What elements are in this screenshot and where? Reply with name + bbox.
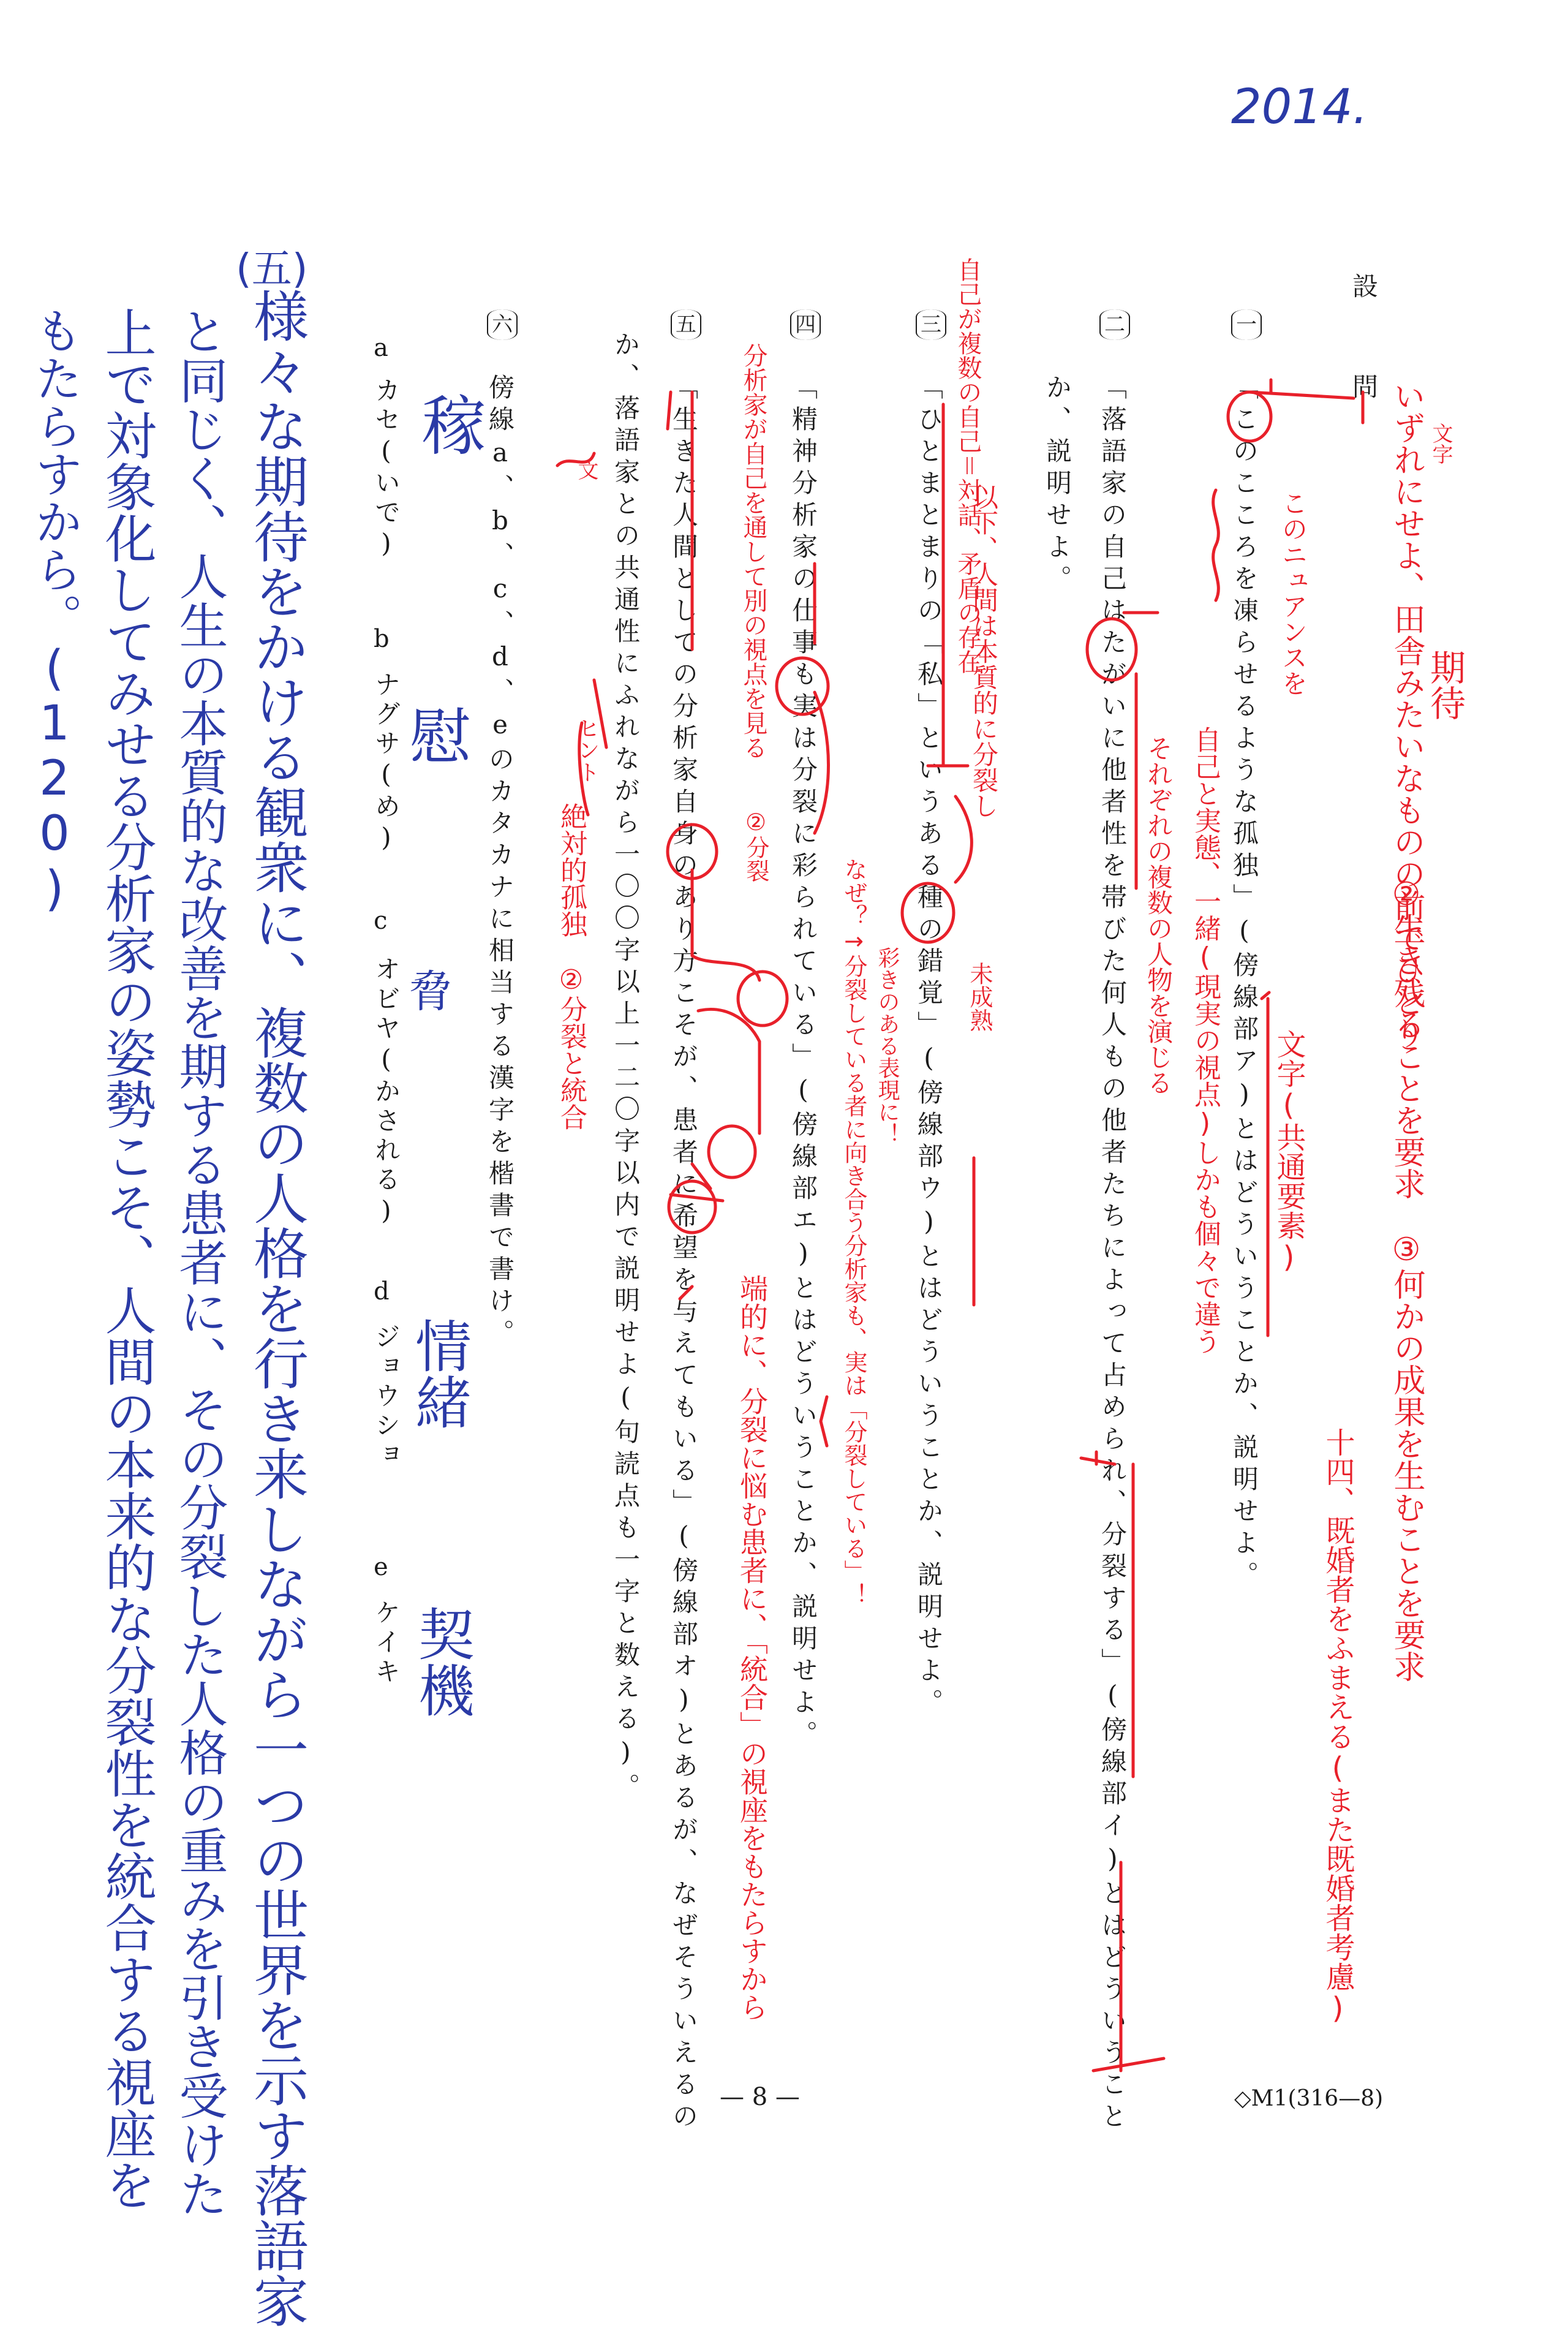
question-number-5: 五 — [671, 309, 701, 340]
red-note-q2-c: それぞれの複数の人物を演じる — [1144, 735, 1174, 1095]
blue-answer-label: (五) — [236, 245, 308, 292]
question-3-text: 「ひとまとまりの「私」というある種の錯覚」(傍線部ウ)とはどういうことか、説明せよ。 — [914, 374, 944, 1720]
red-note-q2-a: このニュアンスを — [1278, 490, 1308, 696]
kana-item-e: ケイキ — [371, 1599, 401, 1687]
red-note-q3-c: 未成熟 — [966, 962, 993, 1032]
answer-kanji-e: 契機 — [409, 1605, 475, 1718]
kana-item-b: ナグサ(め) — [371, 671, 401, 856]
red-note-q4-c: 端的に、分裂に悩む患者に、「統合」の視座をもたらすから — [736, 1274, 769, 2021]
question-number-2: 二 — [1099, 309, 1130, 340]
kana-letter-a: a — [374, 334, 388, 362]
blue-answer-line-1: 様々な期待をかける観衆に、複数の人格を行き来しながら一つの世界を示す落語家 — [244, 288, 308, 2328]
red-note-q5-c: 文 — [574, 459, 598, 480]
question-6-text: 傍線a、b、c、d、eのカタカナに相当する漢字を楷書で書け。 — [485, 374, 515, 1351]
red-note-q4-b: ②分裂 — [742, 809, 769, 882]
red-note-q1-a: いずれにせよ、田舎みたいなものの前でひとり — [1388, 380, 1425, 1049]
blue-answer-line-2: と同じく、人生の本質的な改善を期する患者に、その分裂した人格の重みを引き受けた — [171, 306, 228, 2218]
question-2-text-line1: 「落語家の自己はたがいに他者性を帯びた何人もの他者たちによって占められ、分裂する」(傍線部イ)とはどういうこと — [1098, 374, 1128, 2134]
year-note: 2014. — [1231, 80, 1368, 135]
red-note-q3-e: なぜ？→分裂している者に向き合う分析家も、実は「分裂している」！ — [840, 858, 867, 1606]
red-note-q5-b: 絶対的孤独 ②分裂と統合 — [556, 803, 587, 1130]
red-note-q3-a: 自己が複数の自己＝対話、矛盾の存在 — [954, 257, 982, 674]
section-heading: 設 問 — [1349, 273, 1379, 423]
blue-answer-line-3: 上で対象化してみせる分析家の姿勢こそ、人間の本来的な分裂性を統合する視座を — [97, 306, 157, 2210]
kana-letter-d: d — [374, 1277, 390, 1306]
red-note-q4-a: 分析家が自己を通して別の視点を見る — [739, 343, 767, 760]
answer-kanji-c: 脅 — [401, 968, 452, 1012]
kana-item-c: オビヤ(かされる) — [371, 956, 401, 1229]
red-note-q2-b: 自己と実態、一緒(現実の視点)しかも個々で違う — [1189, 726, 1221, 1355]
page-number: — 8 — — [720, 2083, 800, 2111]
red-note-q3-b: 以下、人間は本質的に分裂し — [969, 484, 999, 818]
kana-letter-c: c — [374, 907, 388, 935]
question-number-6: 六 — [487, 309, 518, 340]
exam-code: ◇M1(316—8) — [1234, 2086, 1384, 2111]
question-number-3: 三 — [916, 309, 946, 340]
red-note-q3-d: 彩きのある表現に！ — [875, 947, 900, 1145]
question-2-text-line2: か、説明せよ。 — [1042, 374, 1072, 597]
answer-kanji-b: 慰 — [399, 705, 471, 766]
question-1-text: 「このこころを凍らせるような孤独」(傍線部ア)とはどういうことか、説明せよ。 — [1229, 374, 1259, 1593]
red-note-q1-f: 文字 — [1428, 423, 1453, 464]
kana-item-d: ジョウショ — [371, 1323, 401, 1470]
red-note-q1-b: ②生き残ることを要求 ③何かの成果を生むことを要求 — [1388, 876, 1425, 1682]
answer-kanji-a: 稼 — [412, 392, 486, 456]
red-note-q1-e: 期待 — [1424, 649, 1466, 720]
kana-item-a: カセ(いで) — [371, 377, 401, 562]
question-5-text-line2: か、落語家との共通性にふれながら一〇〇字以上一二〇字以内で説明せよ(句読点も一字と数える)。 — [611, 331, 641, 1805]
answer-kanji-d: 情緒 — [406, 1317, 472, 1430]
red-note-q1-d: 十四、既婚者をふまえる(また既婚者考慮) — [1321, 1427, 1355, 2025]
red-note-q5-a: ヒント — [575, 717, 600, 783]
question-number-4: 四 — [790, 309, 821, 340]
question-number-1: 一 — [1231, 309, 1262, 340]
blue-answer-line-4: もたらすから。(120) — [27, 306, 82, 916]
kana-letter-e: e — [374, 1553, 388, 1581]
kana-letter-b: b — [374, 625, 390, 653]
question-5-text-line1: 「生きた人間としての分析家自身のあり方こそが、患者に希望を与えてもいる」(傍線部オ)とあるが、なぜそういえるの — [669, 374, 699, 2134]
question-4-text: 「精神分析家の仕事も実は分裂に彩られている」(傍線部エ)とはどういうことか、説明せよ。 — [788, 374, 818, 1752]
red-note-q1-c: 文字(共通要素) — [1272, 1029, 1306, 1274]
